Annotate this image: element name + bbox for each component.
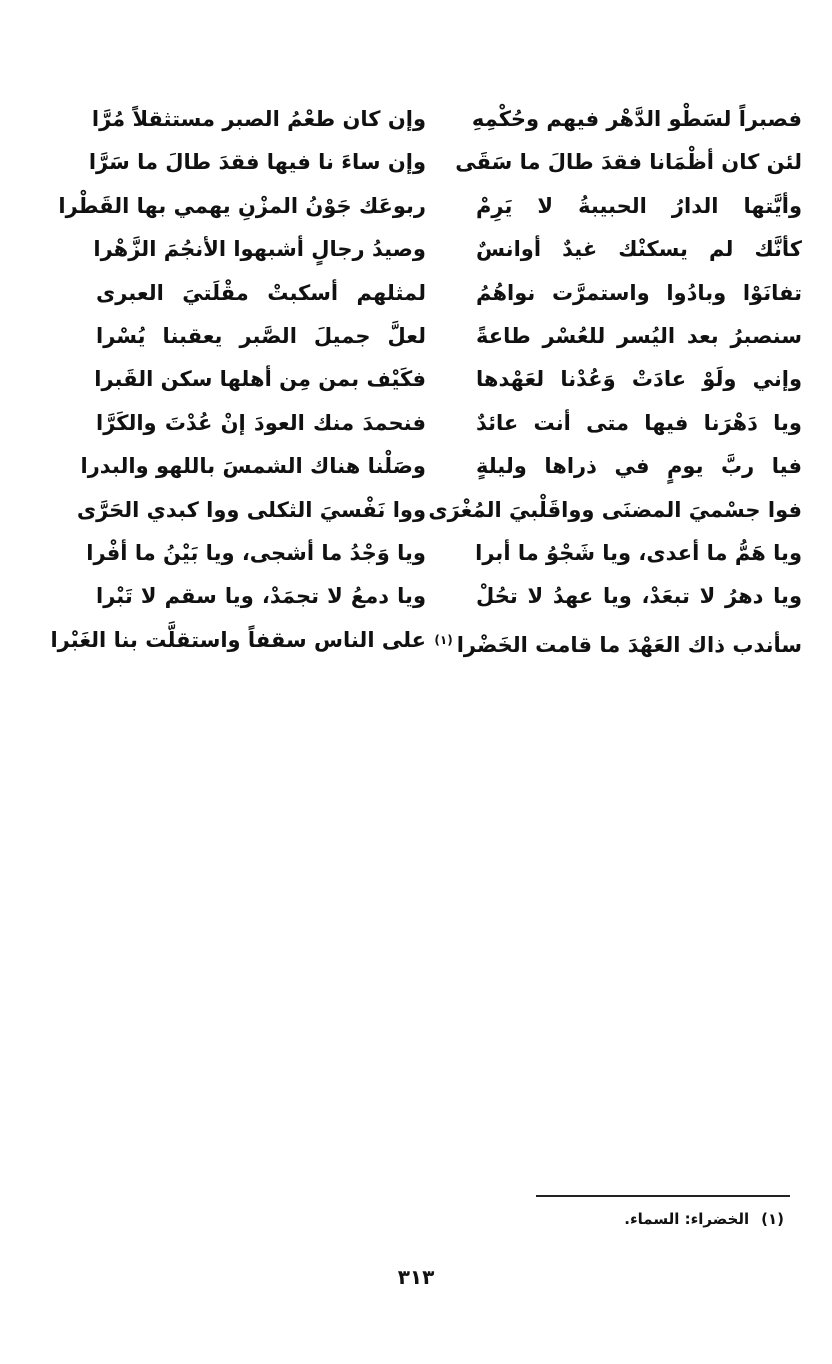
verse-right-8: ويا دَهْرَنا فيها متى أنت عائدٌ [476,410,802,435]
verse-left-4: وصيدُ رجالٍ أشبهوا الأنجُمَ الزَّهْرا [93,237,426,262]
footnote-marker: (١) [761,1210,784,1228]
verse-left-11: ويا وَجْدُ ما أشجى، ويا بَيْنُ ما أفْرا [86,540,426,565]
verse-left-6: لعلَّ جميلَ الصَّبر يعقبنا يُسْرا [96,323,426,348]
verse-right-12: ويا دهرُ لا تبعَدْ، ويا عهدُ لا تحُلْ [476,584,802,609]
verse-right-2: لئن كان أظْمَانا فقدَ طالَ ما سَقَى [455,150,802,175]
verse-left-13: على الناس سقفاً واستقلَّت بنا الغَبْرا [50,627,426,652]
verse-right-9: فيا ربَّ يومٍ في ذراها وليلةٍ [476,454,802,479]
footnote [624,1210,784,1228]
footnote-text: الخضراء: السماء. [624,1210,750,1228]
verse-left-10: ووا نَفْسيَ الثكلى ووا كبدي الحَرَّى [76,497,426,522]
verse-right-11: ويا هَمُّ ما أعدى، ويا شَجْوُ ما أبرا [475,540,802,565]
verse-left-1: وإن كان طعْمُ الصبر مستثقلاً مُرَّا [91,107,426,131]
verse-right-7: وإني ولَوْ عادَتْ وَعُدْنا لعَهْدها [476,367,802,392]
verse-right-1: فصبراً لسَطْو الدَّهْر فيهم وحُكْمِهِ [471,107,802,131]
footnote-reference-marker: (١) [434,632,453,647]
footnote-divider [536,1195,790,1197]
verse-right-10: فوا جسْميَ المضنَى وواقَلْبيَ المُغْرَى [428,497,802,522]
verse-right-13-text: سأندب ذاك العَهْدَ ما قامت الخَضْرا [456,632,802,657]
poem-right-column [428,98,806,698]
verse-left-7: فكَيْف بمن مِن أهلها سكن القَبرا [94,367,426,392]
verse-left-12: ويا دمعُ لا تجمَدْ، ويا سقم لا تَبْرا [96,584,426,609]
page-number: ٣١٣ [397,1265,435,1289]
verse-left-3: ربوعَك جَوْنُ المزْنِ يهمي بها القَطْرا [58,193,426,218]
poem-left-column [50,98,426,698]
verse-left-5: لمثلهم أسكبتْ مقْلَتيَ العبرى [96,280,426,305]
verse-left-2: وإن ساءَ نا فيها فقدَ طالَ ما سَرَّا [88,150,426,175]
verse-left-9: وصَلْنا هناك الشمسَ باللهو والبدرا [80,454,426,479]
poem-body [50,98,806,698]
verse-right-3: وأيَّتها الدارُ الحبيبةُ لا يَرِمْ [476,193,802,218]
verse-right-13 [434,619,806,662]
verse-right-4: كأنَّك لم يسكنْك غيدٌ أوانسٌ [476,237,802,262]
verse-right-6: سنصبرُ بعد اليُسر للعُسْر طاعةً [476,323,802,348]
verse-left-8: فنحمدَ منك العودَ إنْ عُدْتَ والكَرَّا [96,410,426,435]
verse-right-5: تفانَوْا وبادُوا واستمرَّت نواهُمُ [476,280,802,305]
